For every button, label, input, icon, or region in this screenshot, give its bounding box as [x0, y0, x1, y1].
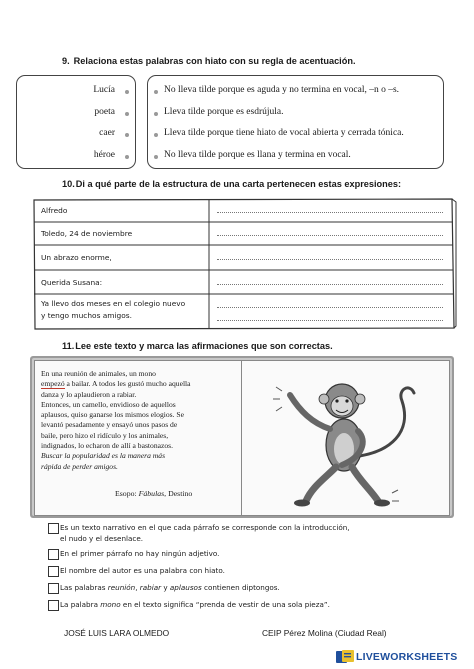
match-dot[interactable]: [125, 112, 129, 116]
rule-box: [147, 75, 444, 169]
match-dot[interactable]: [125, 133, 129, 137]
text-line: danza y lo aplaudieron a rabiar.: [41, 389, 137, 399]
letter-parts-table: [33, 198, 455, 328]
table-cell: Toledo, 24 de noviembre: [41, 229, 133, 238]
statement-checkbox[interactable]: [48, 583, 59, 594]
fable-source: Esopo: Fábulas, Destino: [115, 489, 193, 498]
text-line: empezó a bailar. A todos les gustó mucho aquella: [41, 379, 191, 389]
question-11-title: [62, 341, 333, 351]
fable-text: [41, 369, 239, 472]
question-number: 10.: [62, 179, 75, 189]
match-dot[interactable]: [154, 155, 158, 159]
statement-text: La palabra mono en el texto significa “prenda de vestir de una sola pieza”.: [60, 600, 330, 609]
statement-checkbox[interactable]: [48, 523, 59, 534]
statement-text: En el primer párrafo no hay ningún adjetivo.: [60, 549, 220, 558]
match-dot[interactable]: [154, 112, 158, 116]
word-heroe: héroe: [93, 150, 115, 160]
book-page-right: [241, 360, 450, 516]
table-cell: Querida Susana:: [41, 278, 103, 287]
word-caer: caer: [99, 128, 115, 138]
answer-line[interactable]: [217, 307, 443, 308]
text-line: rápida de perder amigos.: [41, 461, 118, 471]
footer-school: CEIP Pérez Molina (Ciudad Real): [262, 628, 387, 638]
rule-text: No lleva tilde porque es llana y termina en vocal.: [164, 150, 351, 160]
statement-text: El nombre del autor es una palabra con hiato.: [60, 566, 225, 575]
rule-text: No lleva tilde porque es aguda y no termina en vocal, –n o –s.: [164, 85, 400, 95]
statement-text: el nudo y el desenlace.: [60, 534, 144, 543]
answer-line[interactable]: [217, 284, 443, 285]
question-number: 9.: [62, 56, 70, 66]
text-line: aplausos, quiso ganarse los mismos elogios. Se: [41, 410, 185, 420]
answer-line[interactable]: [217, 320, 443, 321]
table-cell: Ya llevo dos meses en el colegio nuevo: [41, 299, 186, 308]
statement-checkbox[interactable]: [48, 549, 59, 560]
text-line: Buscar la popularidad es la manera más: [41, 451, 166, 461]
statement-text: Es un texto narrativo en el que cada párrafo se corresponde con la introducción,: [60, 523, 350, 532]
text-line: levantó pesadamente y ensayó unos pasos de: [41, 420, 178, 430]
footer-author: JOSÉ LUIS LARA OLMEDO: [64, 628, 170, 638]
match-dot[interactable]: [125, 155, 129, 159]
table-cell: Alfredo: [41, 206, 68, 215]
statement-checkbox[interactable]: [48, 566, 59, 577]
question-9-title: [62, 56, 356, 66]
text-line: Entonces, un camello, envidioso de aquellos: [41, 399, 176, 409]
statement-text: Las palabras reunión, rabiar y aplausos contienen diptongos.: [60, 583, 280, 592]
rule-text: Lleva tilde porque tiene hiato de vocal abierta y cerrada tónica.: [164, 128, 404, 138]
question-text: Relaciona estas palabras con hiato con su regla de acentuación.: [73, 56, 356, 66]
monkey-illustration: [242, 361, 447, 513]
text-line: baile, pero hizo el ridículo y los animales,: [41, 430, 169, 440]
word-lucia: Lucía: [93, 85, 115, 95]
text-line: En una reunión de animales, un mono: [41, 369, 156, 378]
question-10-title: [62, 179, 401, 189]
logo-icon: [336, 650, 354, 664]
text-line: indignados, lo echaron de allí a bastonazos.: [41, 441, 174, 451]
match-dot[interactable]: [125, 90, 129, 94]
book-illustration: [30, 356, 454, 518]
question-text: Di a qué parte de la estructura de una carta pertenecen estas expresiones:: [75, 179, 402, 189]
match-dot[interactable]: [154, 133, 158, 137]
highlighted-word: empezó: [41, 379, 65, 389]
answer-line[interactable]: [217, 259, 443, 260]
question-text: Lee este texto y marca las afirmaciones que son correctas.: [75, 341, 333, 351]
match-dot[interactable]: [154, 90, 158, 94]
answer-line[interactable]: [217, 212, 443, 213]
book-page-left: [34, 360, 243, 516]
logo-text: LIVEWORKSHEETS: [356, 651, 458, 663]
rule-text: Lleva tilde porque es esdrújula.: [164, 107, 284, 117]
word-box: [16, 75, 136, 169]
liveworksheets-logo[interactable]: [336, 649, 457, 665]
statement-checkbox[interactable]: [48, 600, 59, 611]
answer-line[interactable]: [217, 235, 443, 236]
table-cell: y tengo muchos amigos.: [41, 311, 132, 320]
question-number: 11.: [62, 341, 75, 351]
table-cell: Un abrazo enorme,: [41, 253, 112, 262]
word-poeta: poeta: [94, 107, 115, 117]
